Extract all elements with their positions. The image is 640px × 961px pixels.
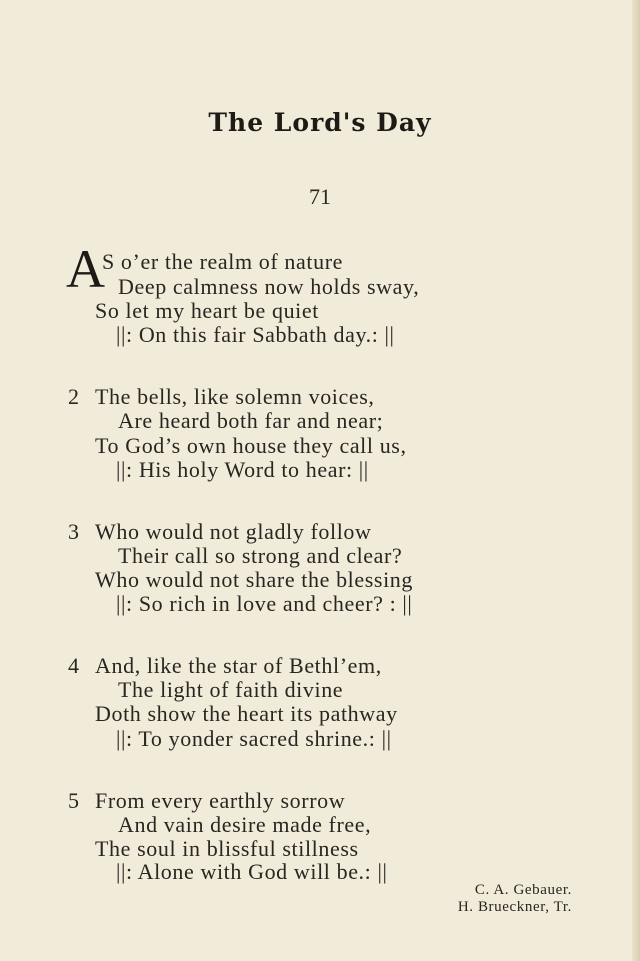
verse-line: To God’s own house they call us, — [95, 433, 407, 458]
verse-line: ||: On this fair Sabbath day.: || — [116, 322, 395, 347]
verse-line: The bells, like solemn voices, — [95, 384, 375, 409]
hymn-number: 71 — [309, 184, 331, 209]
verse-line: The soul in blissful stillness — [95, 836, 359, 861]
verse-line: ||: His holy Word to hear: || — [116, 457, 369, 482]
verse-line: Are heard both far and near; — [118, 408, 384, 433]
verse-line: Their call so strong and clear? — [118, 543, 403, 568]
verse-line: The light of faith divine — [118, 677, 344, 702]
verse-line: ||: So rich in love and cheer? : || — [116, 591, 413, 616]
verse-line: Deep calmness now holds sway, — [118, 274, 420, 299]
verse-line: ||: Alone with God will be.: || — [116, 859, 388, 884]
verse-line: Who would not gladly follow — [95, 519, 372, 544]
verse-number: 4 — [68, 653, 79, 678]
verse-line: S o’er the realm of nature — [102, 249, 344, 274]
verse-number: 3 — [68, 519, 79, 544]
verse-line: And vain desire made free, — [118, 812, 372, 837]
section-header: The Lord's Day — [208, 108, 432, 137]
page-edge — [632, 0, 640, 961]
verse-line: ||: To yonder sacred shrine.: || — [116, 726, 392, 751]
verse-line: And, like the star of Bethl’em, — [95, 653, 382, 678]
verse-line: Who would not share the blessing — [95, 567, 413, 592]
translator-credit: H. Brueckner, Tr. — [457, 899, 572, 915]
drop-cap: A — [66, 239, 105, 299]
verse-line: Doth show the heart its pathway — [95, 701, 398, 726]
verse-number: 5 — [68, 788, 79, 813]
verse-line: From every earthly sorrow — [95, 788, 346, 813]
author-credit: C. A. Gebauer. — [474, 882, 572, 898]
verse-number: 2 — [68, 384, 79, 409]
verse-line: So let my heart be quiet — [95, 298, 319, 323]
